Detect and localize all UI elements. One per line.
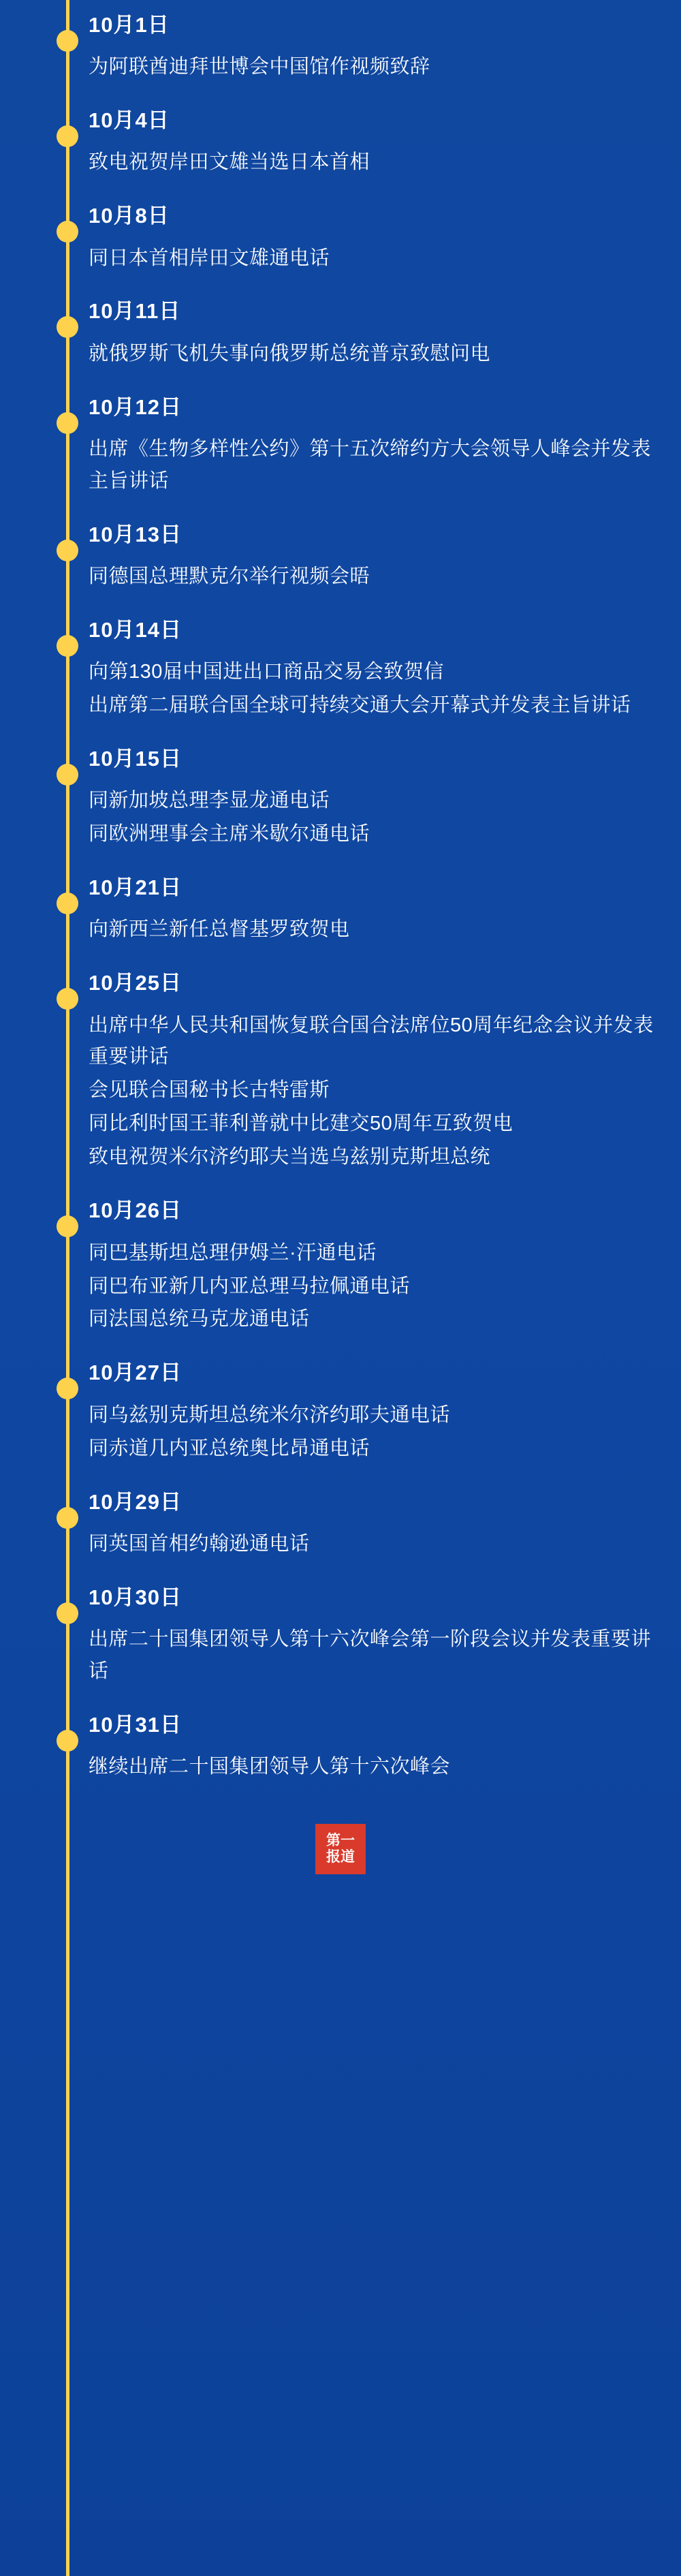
entry-event: 同法国总统马克龙通电话 <box>89 1308 310 1331</box>
entry-event: 致电祝贺米尔济约耶夫当选乌兹别克斯坦总统 <box>89 1146 491 1168</box>
timeline-entry <box>0 108 681 179</box>
publisher-logo-text: 第一报道 <box>326 1833 355 1865</box>
entry-event: 会见联合国秘书长古特雷斯 <box>89 1079 330 1102</box>
entry-date: 10月26日 <box>89 1198 182 1223</box>
entry-event-list <box>89 1528 654 1560</box>
entry-event-list <box>89 561 654 593</box>
timeline-entry <box>0 970 681 1173</box>
entry-event: 同欧洲理事会主席米歇尔通电话 <box>89 823 370 845</box>
timeline-entry <box>0 617 681 721</box>
timeline-entry <box>0 1489 681 1560</box>
entry-date: 10月25日 <box>89 971 182 995</box>
timeline-dot-icon <box>57 893 78 914</box>
entry-date: 10月15日 <box>89 747 182 771</box>
entry-date: 10月21日 <box>89 875 182 900</box>
entry-date: 10月1日 <box>89 13 170 37</box>
entry-event-list <box>89 1399 654 1465</box>
footer <box>0 1824 681 1902</box>
entry-event: 同比利时国王菲利普就中比建交50周年互致贺电 <box>89 1113 513 1135</box>
timeline-dot-icon <box>57 221 78 243</box>
timeline-dot-icon <box>57 316 78 338</box>
entry-event: 同德国总理默克尔举行视频会晤 <box>89 565 370 587</box>
entry-event-list <box>89 1751 654 1783</box>
timeline-dot-icon <box>57 988 78 1010</box>
entry-event-list <box>89 1010 654 1174</box>
entry-event: 继续出席二十国集团领导人第十六次峰会 <box>89 1756 451 1778</box>
timeline-entry <box>0 1360 681 1464</box>
entry-date: 10月30日 <box>89 1585 182 1609</box>
entry-event-list <box>89 338 654 370</box>
entry-event: 同乌兹别克斯坦总统米尔济约耶夫通电话 <box>89 1403 451 1426</box>
timeline-dot-icon <box>57 764 78 786</box>
entry-event: 同赤道几内亚总统奥比昂通电话 <box>89 1437 370 1459</box>
entry-event: 出席中华人民共和国恢复联合国合法席位50周年纪念会议并发表重要讲话 <box>89 1014 654 1068</box>
entry-event-list <box>89 1624 654 1688</box>
entry-event: 致电祝贺岸田文雄当选日本首相 <box>89 151 370 174</box>
entry-event-list <box>89 1237 654 1336</box>
timeline-dot-icon <box>57 1730 78 1752</box>
timeline-entry <box>0 746 681 850</box>
entry-event: 为阿联酋迪拜世博会中国馆作视频致辞 <box>89 56 430 78</box>
entry-event: 出席第二届联合国全球可持续交通大会开幕式并发表主旨讲话 <box>89 694 631 717</box>
timeline-entry <box>0 394 681 497</box>
timeline-dot-icon <box>57 1378 78 1399</box>
entry-date: 10月29日 <box>89 1489 182 1514</box>
entry-date: 10月31日 <box>89 1712 182 1737</box>
entry-event: 向第130届中国进出口商品交易会致贺信 <box>89 661 444 683</box>
entry-event: 同巴布亚新几内亚总理马拉佩通电话 <box>89 1275 411 1297</box>
entry-event: 向新西兰新任总督基罗致贺电 <box>89 918 350 941</box>
entry-date: 10月8日 <box>89 204 170 228</box>
entry-date: 10月27日 <box>89 1361 182 1385</box>
timeline-dot-icon <box>57 1602 78 1624</box>
timeline-entry <box>0 1712 681 1783</box>
timeline-list <box>0 12 681 1783</box>
timeline-dot-icon <box>57 1215 78 1237</box>
entry-date: 10月11日 <box>89 299 181 324</box>
timeline-dot-icon <box>57 540 78 561</box>
entry-date: 10月4日 <box>89 108 170 133</box>
timeline-entry <box>0 1585 681 1688</box>
timeline-dot-icon <box>57 1507 78 1529</box>
entry-event: 同新加坡总理李显龙通电话 <box>89 790 330 812</box>
timeline-entry <box>0 875 681 946</box>
timeline-dot-icon <box>57 635 78 657</box>
timeline-dot-icon <box>57 125 78 147</box>
entry-date: 10月14日 <box>89 617 182 642</box>
timeline-entry <box>0 298 681 369</box>
entry-date: 10月13日 <box>89 522 182 546</box>
entry-event-list <box>89 656 654 721</box>
timeline-dot-icon <box>57 412 78 434</box>
timeline-entry <box>0 12 681 83</box>
timeline-entry <box>0 1198 681 1335</box>
entry-event-list <box>89 433 654 497</box>
entry-event-list <box>89 914 654 946</box>
entry-event: 同巴基斯坦总理伊姆兰·汗通电话 <box>89 1241 377 1264</box>
timeline-entry <box>0 522 681 593</box>
entry-event: 出席《生物多样性公约》第十五次缔约方大会领导人峰会并发表主旨讲话 <box>89 437 652 492</box>
entry-event: 同日本首相岸田文雄通电话 <box>89 247 330 269</box>
entry-event: 同英国首相约翰逊通电话 <box>89 1532 310 1555</box>
entry-event-list <box>89 146 654 179</box>
timeline-entry <box>0 203 681 274</box>
entry-event: 就俄罗斯飞机失事向俄罗斯总统普京致慰问电 <box>89 342 491 364</box>
entry-event-list <box>89 51 654 83</box>
entry-event: 出席二十国集团领导人第十六次峰会第一阶段会议并发表重要讲话 <box>89 1628 652 1682</box>
entry-event-list <box>89 785 654 850</box>
entry-event-list <box>89 243 654 275</box>
timeline-dot-icon <box>57 30 78 52</box>
entry-date: 10月12日 <box>89 394 182 419</box>
publisher-logo <box>315 1824 366 1874</box>
